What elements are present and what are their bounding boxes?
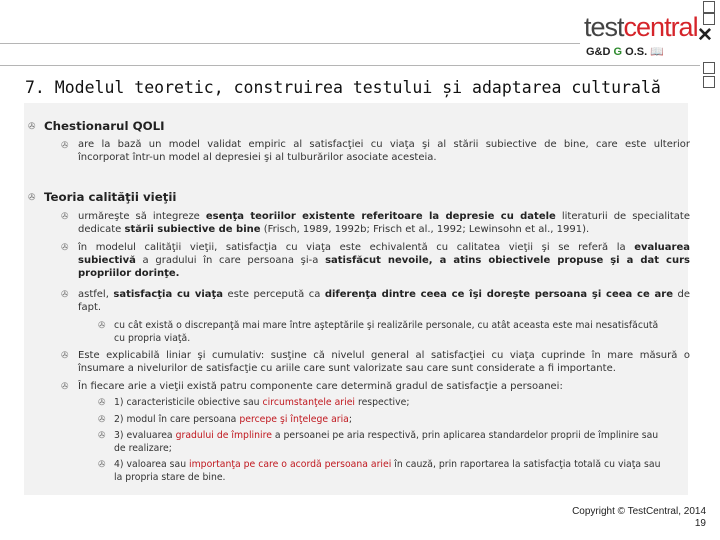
gos-logo-g: G [613,46,623,58]
copyright-text: Copyright © TestCentral, 2014 [572,506,706,517]
bullet-icon: ✇ [28,122,36,132]
bullet-icon: ✇ [61,212,69,222]
book-icon: 📖 [650,46,664,58]
partner-logos [586,45,696,63]
qoli-description: are la bază un model validat empiric al satisfacţiei cu viaţa şi al stării subiective de bine, care este ulterior încorporat într-un model al depresiei şi al tulburărilor asociate acesteia. [78,139,690,163]
theory-item-components: În fiecare arie a vieţii există patru componente care determină gradul de satisfacţie a persoanei: [78,381,563,392]
close-icon[interactable]: ✕ [697,25,713,46]
bullet-icon: ✇ [61,243,69,253]
sub-bullet-icon: ✇ [98,431,106,441]
slide-title: 7. Modelul teoretic, construirea testului și adaptarea culturală [25,78,661,97]
theory-subitem-discrepancy: cu cât există o discrepanţă mai mare între aşteptările şi realizările personale, cu atât aceasta este mai nesatisfăcută cu propria viaţă. [114,320,659,344]
theory-item-difference: astfel, satisfacţia cu viaţa este percepută ca diferenţa dintre ceea ce îşi doreşte persoana şi ceea ce are de fapt. [78,289,690,313]
component-item-1: 1) caracteristicile obiective sau circumstanţele ariei respective; [114,397,410,408]
slide-footer [572,506,706,530]
sub-bullet-icon: ✇ [98,398,106,408]
section-heading-qoli: Chestionarul QOLI [44,119,165,133]
header-rule-top [0,43,580,44]
bullet-icon: ✇ [61,290,69,300]
theory-item-integration: urmăreşte să integreze esenţa teoriilor existente referitoare la depresie cu datele literaturii de specialitate dedicate stării subiective de bine (Frisch, 1989, 1992b; Frisch et al., 1992; Lewinsohn et al., 1991). [78,211,691,235]
page-number: 19 [694,518,706,529]
window-square-top [703,1,715,13]
sub-bullet-icon: ✇ [98,321,106,331]
testcentral-logo: testcentral [584,12,698,42]
component-item-2: 2) modul în care persoana percepe şi înţelege aria; [114,414,353,425]
theory-item-model: în modelul calităţii vieţii, satisfacţia cu viaţa este echivalentă cu calitatea vieţii şi se referă la evaluarea subiectivă a gradului în care persoana şi-a satisfăcut nevoile, a atins obiectivele propuse şi a dat curs propriilor dorinţe. [78,242,690,279]
gos-logo-text: O.S. [625,46,648,58]
bullet-icon: ✇ [28,193,36,203]
bullet-icon: ✇ [61,351,69,361]
window-square-bottom [703,76,715,88]
sub-bullet-icon: ✇ [98,415,106,425]
component-item-4: 4) valoarea sau importanţa pe care o acordă persoana ariei în cauză, prin raportarea la satisfacţia totală cu viaţa sau la propria stare de bine. [114,459,661,483]
gd-logo: G&D [586,46,611,58]
theory-item-cumulative: Este explicabilă liniar şi cumulativ: susţine că nivelul general al satisfacţiei cu viaţa cuprinde în mare măsură o însumare a nivelurilor de satisfacţie cu ariile care sunt valorizate sau care sunt considerate a fi importante. [78,350,690,374]
bullet-icon: ✇ [61,141,69,151]
header-rule-bottom [0,65,700,66]
component-item-3: 3) evaluarea gradului de împlinire a persoanei pe aria respectivă, prin aplicarea standardelor proprii de împlinire sau de realizare; [114,430,659,454]
section-heading-quality-of-life: Teoria calităţii vieţii [44,190,177,204]
sub-bullet-icon: ✇ [98,460,106,470]
bullet-icon: ✇ [61,382,69,392]
window-square-lower [703,62,715,74]
